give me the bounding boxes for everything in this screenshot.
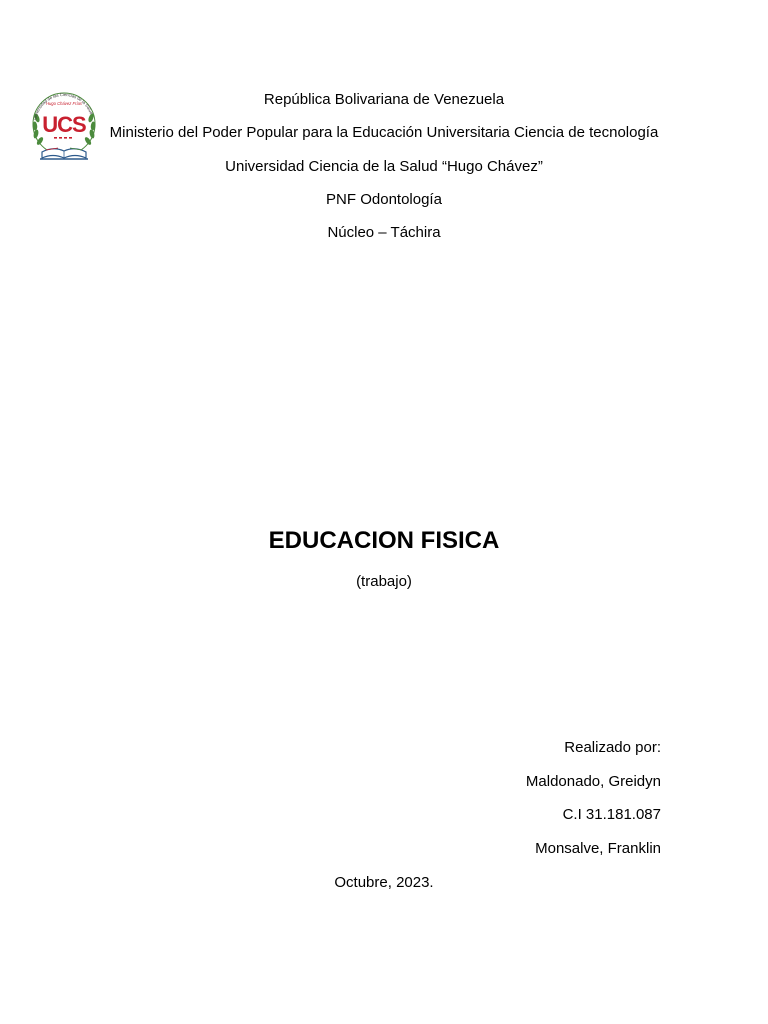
author-id-1: C.I 31.181.087 (562, 806, 661, 823)
author-name-1: Maldonado, Greidyn (525, 773, 661, 790)
authors-label: Realizado por: (564, 739, 661, 756)
header-university: Universidad Ciencia de la Salud “Hugo Chávez” (225, 158, 543, 175)
document-title: EDUCACION FISICA (268, 527, 500, 554)
header-program: PNF Odontología (326, 191, 442, 208)
header-campus: Núcleo – Táchira (327, 224, 441, 241)
header-republic: República Bolivariana de Venezuela (263, 91, 505, 108)
logo-acronym: UCS (42, 112, 86, 137)
header-ministry: Ministerio del Poder Popular para la Educación Universitaria Ciencia de tecnología (109, 124, 659, 141)
document-date: Octubre, 2023. (334, 874, 434, 891)
document-subtitle: (trabajo) (356, 573, 412, 590)
logo-motto: Hugo Chávez Frías (45, 101, 83, 106)
author-name-2: Monsalve, Franklin (535, 840, 661, 857)
logo-ring-text: Universidad de las Ciencias de la Salud (32, 91, 95, 121)
